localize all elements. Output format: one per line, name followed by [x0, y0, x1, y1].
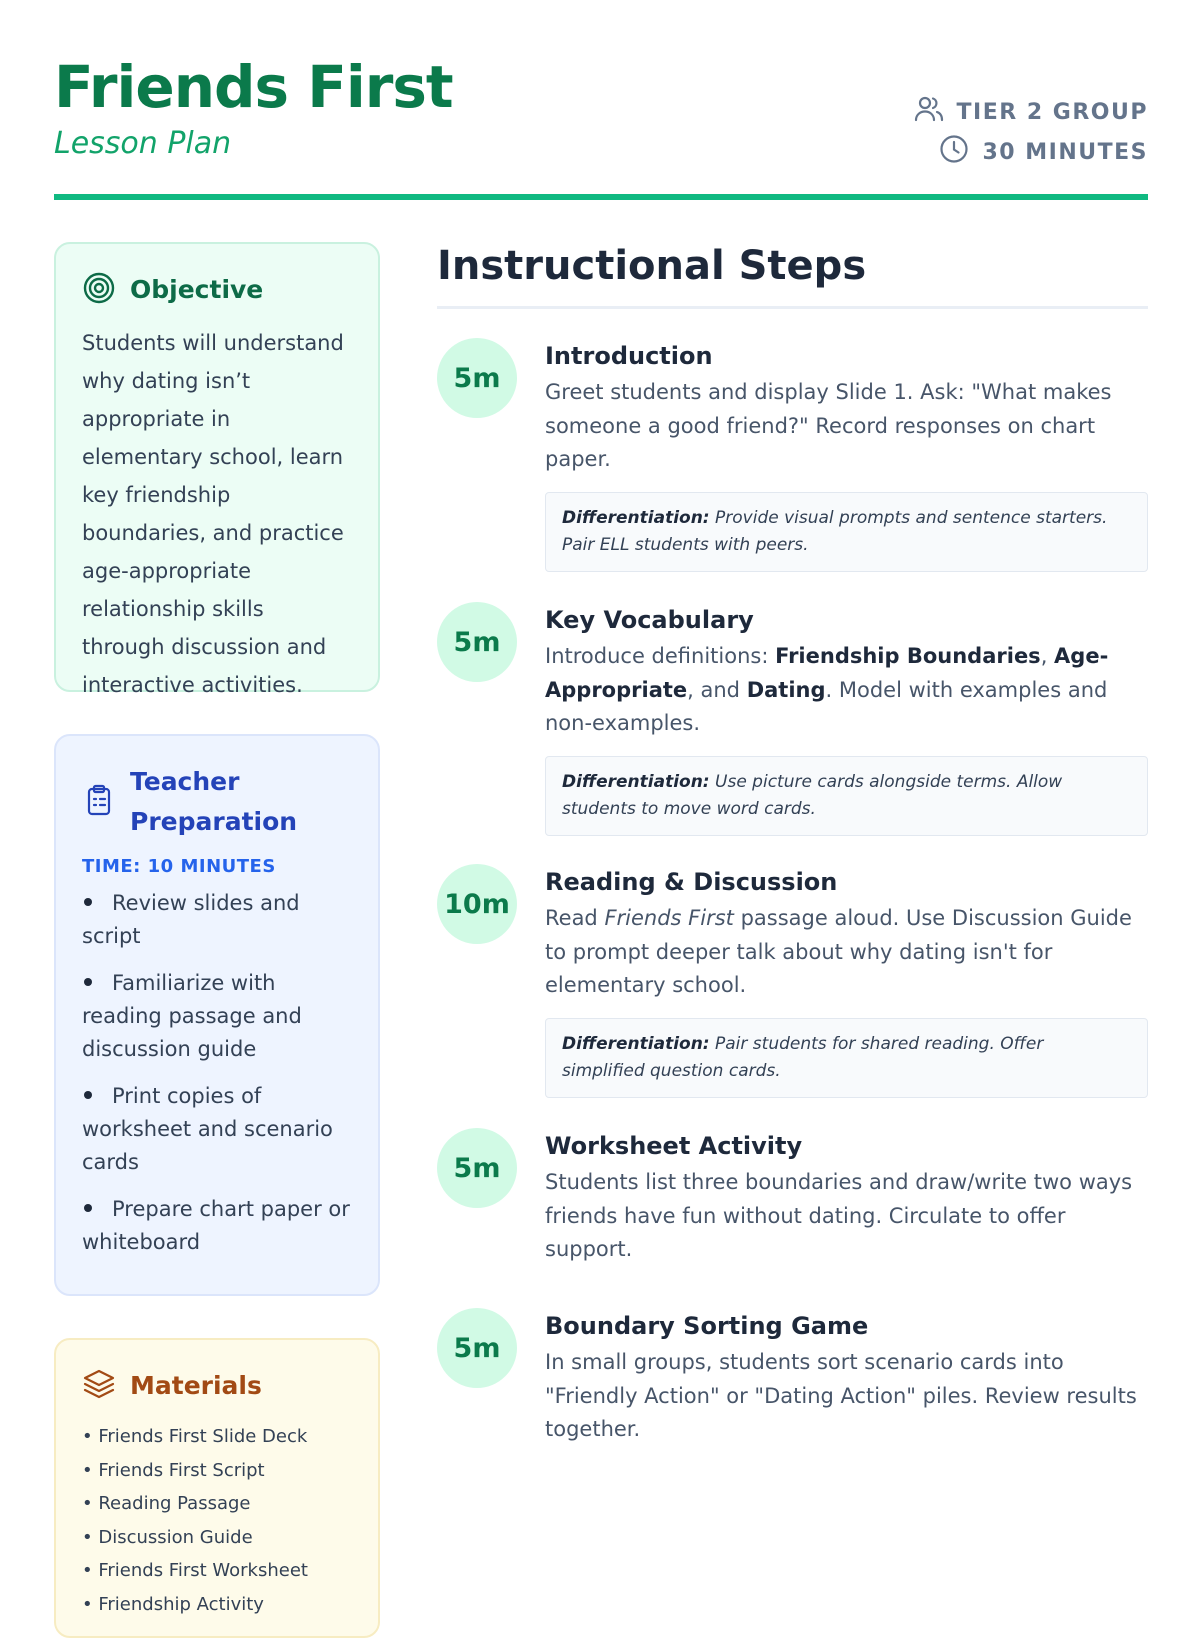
differentiation-note [545, 492, 1148, 572]
step-body [545, 602, 1148, 836]
objective-text: Students will understand why dating isn’t appropriate in elementary school, learn key friendship boundaries, and practice age-appropriate relationship skills through discussion and interactive activities. [82, 331, 344, 697]
teacher-preparation-card [54, 734, 380, 1296]
step-description: In small groups, students sort scenario cards into "Friendly Action" or "Dating Action" piles. Review results together. [545, 1350, 1137, 1441]
vocab-term: Friendship Boundaries [775, 644, 1041, 668]
step-time-badge: 5m [437, 338, 517, 418]
target-icon [82, 271, 116, 309]
book-title: Friends First [604, 906, 734, 930]
objective-title: Objective [130, 275, 264, 304]
materials-list [82, 1420, 352, 1621]
step-time-badge: 5m [437, 1128, 517, 1208]
step-title: Key Vocabulary [545, 606, 754, 634]
differentiation-note [545, 756, 1148, 836]
step-description: Students list three boundaries and draw/write two ways friends have fun without dating. Circulate to offer support. [545, 1170, 1133, 1261]
users-icon [913, 93, 945, 131]
step-description: Read Friends First passage aloud. Use Discussion Guide to prompt deeper talk about why dating isn't for elementary school. [545, 906, 1132, 997]
list-item: • Friends First Slide Deck [82, 1426, 308, 1447]
step-title: Introduction [545, 342, 713, 370]
preparation-header [82, 762, 352, 842]
materials-header [82, 1366, 352, 1406]
duration-info [913, 132, 1148, 172]
step-title: Reading & Discussion [545, 868, 838, 896]
differentiation-text: Pair students for shared reading. Offer simplified question cards. [562, 1033, 1044, 1081]
preparation-list [82, 887, 352, 1259]
step-time-badge: 5m [437, 1308, 517, 1388]
vocab-term: Dating [746, 677, 826, 702]
page-subtitle: Lesson Plan [54, 126, 232, 161]
page-title: Friends First [54, 53, 453, 121]
differentiation-text: Use picture cards alongside terms. Allow students to move word cards. [562, 771, 1063, 819]
differentiation-label: Differentiation: [562, 507, 710, 528]
group-label: TIER 2 GROUP [956, 99, 1148, 125]
list-item: Review slides and script [82, 891, 300, 948]
differentiation-text: Provide visual prompts and sentence starters. Pair ELL students with peers. [562, 507, 1108, 555]
step-title: Boundary Sorting Game [545, 1312, 869, 1340]
preparation-title: Teacher Preparation [130, 767, 298, 836]
list-item: • Friends First Script [82, 1459, 265, 1481]
lesson-meta [913, 92, 1148, 172]
section-title: Instructional Steps [437, 243, 867, 289]
bullet-icon [84, 898, 92, 906]
clipboard-icon [82, 783, 116, 821]
materials-card [54, 1338, 380, 1638]
list-item: Print copies of worksheet and scenario cards [82, 1084, 333, 1174]
objective-card [54, 242, 380, 697]
instructional-steps [437, 236, 1148, 1441]
step-description: Greet students and display Slide 1. Ask: "What makes someone a good friend?" Record responses on chart paper. [545, 380, 1112, 471]
step-time-badge: 10m [437, 864, 517, 944]
vocab-term: Age-Appropriate [545, 644, 1109, 702]
section-divider [437, 306, 1148, 309]
bullet-icon [84, 1204, 92, 1212]
differentiation-label: Differentiation: [562, 1033, 710, 1054]
duration-label: 30 MINUTES [982, 139, 1148, 165]
materials-title: Materials [130, 1371, 262, 1400]
objective-header [82, 270, 352, 310]
header [54, 52, 1148, 200]
differentiation-note [545, 1018, 1148, 1098]
step-body [545, 1128, 1148, 1267]
list-item: • Friendship Activity [82, 1593, 264, 1615]
group-info [913, 92, 1148, 132]
clock-icon [938, 133, 970, 171]
list-item: Prepare chart paper or whiteboard [82, 1197, 350, 1254]
step-body [545, 1308, 1148, 1447]
layers-icon [82, 1367, 116, 1405]
bullet-icon [84, 1091, 92, 1099]
step-description: Introduce definitions: Friendship Boundaries, Age-Appropriate, and Dating. Model with examples and non-examples. [545, 644, 1109, 735]
step-body [545, 864, 1148, 1098]
differentiation-label: Differentiation: [562, 771, 710, 792]
lesson-plan-page [54, 0, 1148, 1615]
list-item: • Reading Passage [82, 1493, 251, 1514]
list-item: Familiarize with reading passage and discussion guide [82, 971, 302, 1061]
preparation-time: TIME: 10 MINUTES [82, 856, 276, 877]
bullet-icon [84, 978, 92, 986]
header-divider [54, 194, 1148, 200]
list-item: • Discussion Guide [82, 1526, 253, 1548]
step-title: Worksheet Activity [545, 1132, 803, 1160]
step-time-badge: 5m [437, 602, 517, 682]
step-body [545, 338, 1148, 572]
list-item: • Friends First Worksheet [82, 1560, 308, 1581]
